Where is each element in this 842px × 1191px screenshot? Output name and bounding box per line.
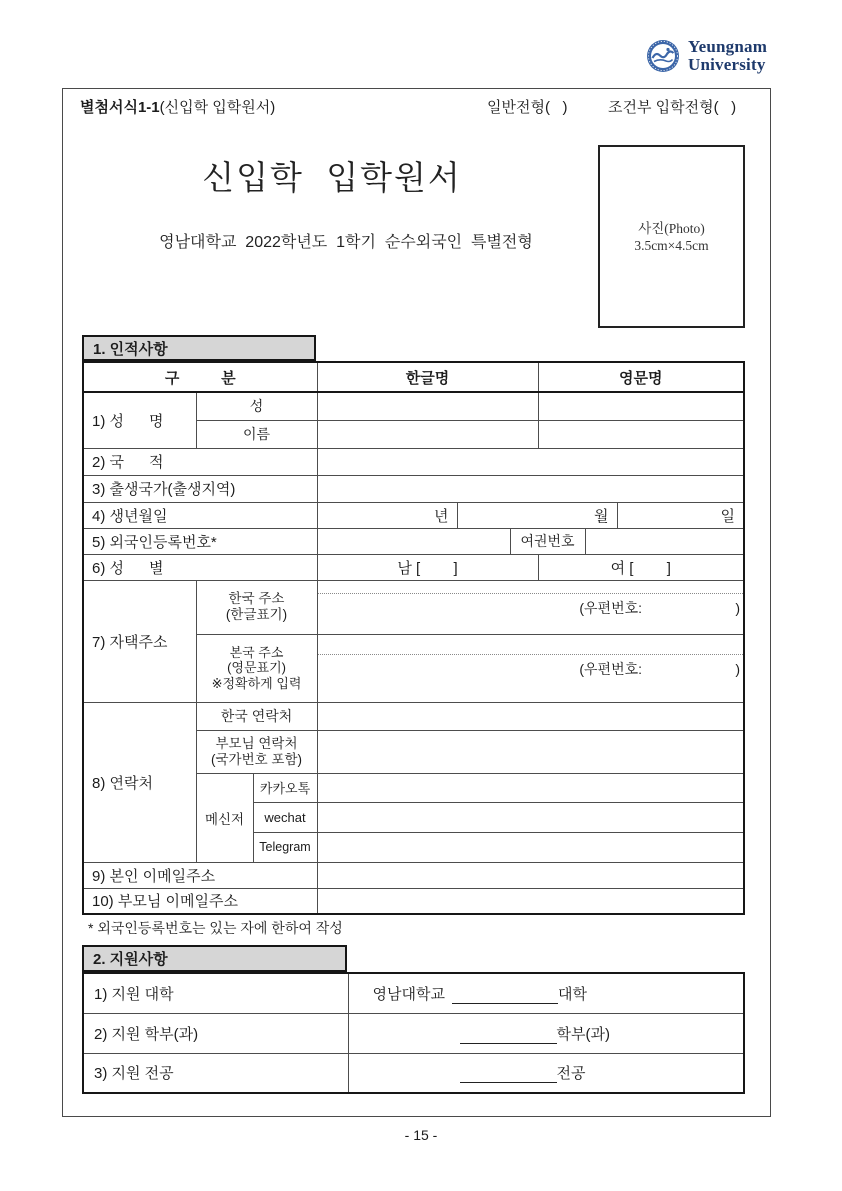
foreigner-number-input[interactable] xyxy=(317,528,510,554)
field-name-label: 1) 성 명 xyxy=(83,392,196,448)
section1-heading: 1. 인적사항 xyxy=(82,335,316,361)
conditional-track-checkbox[interactable]: 조건부 입학전형( ) xyxy=(608,99,737,116)
general-track-checkbox[interactable]: 일반전형( ) xyxy=(487,99,568,116)
birth-month-input[interactable]: 월 xyxy=(457,502,617,528)
gender-male-checkbox[interactable]: 남 [ ] xyxy=(317,554,538,580)
university-logo-text xyxy=(688,38,767,74)
section2-heading: 2. 지원사항 xyxy=(82,945,347,972)
form-subtitle: 영남대학교 2022학년도 1학기 순수외국인 특별전형 xyxy=(159,234,533,251)
university-seal-icon xyxy=(646,39,680,73)
apply-college-label: 1) 지원 대학 xyxy=(83,973,348,1013)
contact-label: 8) 연락처 xyxy=(83,702,196,862)
foreigner-number-footnote: * 외국인등록번호는 있는 자에 한하여 작성 xyxy=(88,920,343,936)
apply-department-label: 2) 지원 학부(과) xyxy=(83,1013,348,1053)
apply-college-prefix: 영남대학교 xyxy=(372,985,445,1003)
origin-address-label-line1: 본국 주소 xyxy=(229,644,284,660)
birth-year-input[interactable]: 년 xyxy=(317,502,457,528)
apply-department-input[interactable] xyxy=(460,1029,557,1044)
university-logo xyxy=(646,38,767,74)
korea-address-label-line1: 한국 주소 xyxy=(228,591,285,606)
surname-korean-input[interactable] xyxy=(317,392,538,420)
own-email-input[interactable] xyxy=(317,862,744,888)
passport-number-input[interactable] xyxy=(585,528,744,554)
parent-contact-label-line1: 부모님 연락처 xyxy=(215,735,298,751)
korea-contact-label: 한국 연락처 xyxy=(196,702,317,730)
telegram-input[interactable] xyxy=(317,832,744,862)
nationality-input[interactable] xyxy=(317,448,744,475)
header-english-name: 영문명 xyxy=(538,362,744,392)
apply-major-input[interactable] xyxy=(460,1068,557,1083)
header-korean-name: 한글명 xyxy=(317,362,538,392)
origin-postal-code[interactable]: (우편번호: ) xyxy=(579,660,741,677)
givenname-english-input[interactable] xyxy=(538,420,744,448)
messenger-label: 메신저 xyxy=(196,773,253,862)
wechat-input[interactable] xyxy=(317,802,744,832)
apply-college-input[interactable] xyxy=(452,989,558,1004)
form-title: 신입학 입학원서 xyxy=(202,159,462,196)
apply-college-suffix: 대학 xyxy=(557,985,587,1003)
parent-email-input[interactable] xyxy=(317,888,744,914)
korea-contact-input[interactable] xyxy=(317,702,744,730)
surname-english-input[interactable] xyxy=(538,392,744,420)
photo-label: 사진(Photo) xyxy=(638,220,705,236)
birth-country-label: 3) 출생국가(출생지역) xyxy=(83,475,317,502)
birth-country-input[interactable] xyxy=(317,475,744,502)
korea-address-cell[interactable] xyxy=(317,580,744,634)
nationality-label: 2) 국 적 xyxy=(83,448,317,475)
logo-word-2: University xyxy=(688,55,766,74)
apply-major-suffix: 전공 xyxy=(556,1065,586,1083)
photo-box[interactable] xyxy=(598,145,745,328)
telegram-label: Telegram xyxy=(253,832,317,862)
foreigner-number-label: 5) 외국인등록번호* xyxy=(83,528,317,554)
application-info-table xyxy=(82,972,745,1094)
kakaotalk-input[interactable] xyxy=(317,773,744,802)
origin-address-cell[interactable] xyxy=(317,634,744,702)
gender-label: 6) 성 별 xyxy=(83,554,317,580)
header-category: 구 분 xyxy=(83,362,317,392)
surname-label: 성 xyxy=(196,392,317,420)
apply-department-cell xyxy=(348,1013,744,1053)
birth-day-input[interactable]: 일 xyxy=(617,502,744,528)
wechat-label: wechat xyxy=(253,802,317,832)
apply-college-cell xyxy=(348,973,744,1013)
form-code xyxy=(80,96,275,117)
form-code-number: 별첨서식1-1 xyxy=(80,99,160,116)
givenname-label: 이름 xyxy=(196,420,317,448)
parent-email-label: 10) 부모님 이메일주소 xyxy=(83,888,317,914)
page-number: - 15 - xyxy=(404,1127,438,1143)
gender-female-checkbox[interactable]: 여 [ ] xyxy=(538,554,744,580)
givenname-korean-input[interactable] xyxy=(317,420,538,448)
parent-contact-input[interactable] xyxy=(317,730,744,773)
apply-major-label: 3) 지원 전공 xyxy=(83,1053,348,1093)
apply-department-suffix: 학부(과) xyxy=(556,1025,610,1043)
korea-postal-code[interactable]: (우편번호: ) xyxy=(579,599,741,616)
logo-word-1: Yeungnam xyxy=(688,37,768,56)
origin-address-label-line2: (영문표기) xyxy=(227,660,286,676)
personal-info-table xyxy=(82,361,745,915)
birth-date-label: 4) 생년월일 xyxy=(83,502,317,528)
origin-address-label-line3: ※정확하게 입력 xyxy=(211,675,302,691)
form-code-note: (신입학 입학원서) xyxy=(159,99,276,116)
passport-number-label: 여권번호 xyxy=(510,528,585,554)
kakaotalk-label: 카카오톡 xyxy=(253,773,317,802)
korea-address-label-line2: (한글표기) xyxy=(225,607,288,622)
photo-size: 3.5cm×4.5cm xyxy=(634,237,709,253)
parent-contact-label-line2: (국가번호 포함) xyxy=(211,751,302,767)
home-address-label: 7) 자택주소 xyxy=(83,580,196,702)
apply-major-cell xyxy=(348,1053,744,1093)
own-email-label: 9) 본인 이메일주소 xyxy=(83,862,317,888)
